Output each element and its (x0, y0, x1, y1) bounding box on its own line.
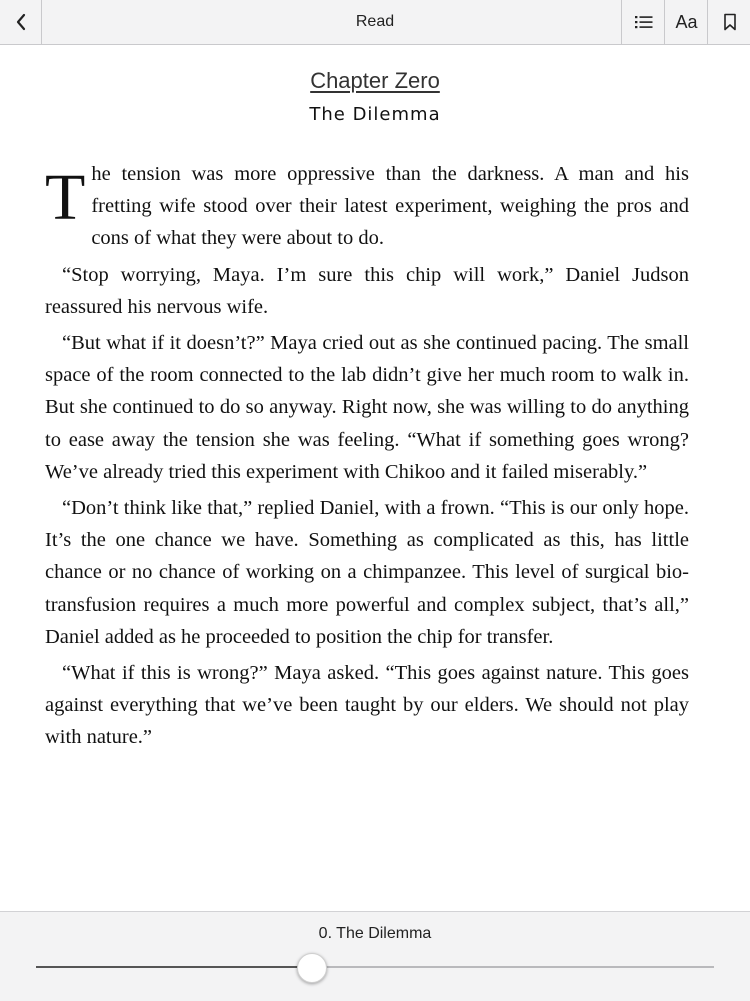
drop-cap: T (45, 161, 86, 234)
table-of-contents-button[interactable] (621, 0, 665, 44)
paragraph: “But what if it doesn’t?” Maya cried out as she continued pacing. The small space of the room connected to the lab didn’t give her much room to walk in. But she continued to do so anyway. Right now, she was willing to do anything to ease away the tension she was feeling. “What if something goes wrong? We’ve already tried this experiment with Chikoo and it failed miserably.” (45, 332, 689, 483)
paragraph (45, 158, 689, 255)
back-button[interactable] (0, 0, 42, 44)
paragraph: “What if this is wrong?” Maya asked. “This goes against nature. This goes against everything that we’ve been taught by our elders. We should not play with nature.” (45, 662, 689, 749)
paragraph: “Stop worrying, Maya. I’m sure this chip will work,” Daniel Judson reassured his nervous wife. (45, 263, 689, 318)
bookmark-button[interactable] (707, 0, 750, 44)
chapter-title: The Dilemma (309, 104, 441, 125)
top-toolbar (0, 0, 750, 45)
bottom-toolbar (0, 911, 750, 1001)
paragraph-text: he tension was more oppressive than the darkness. A man and his fretting wife stood over their latest experiment, weighing the pros and cons of what they were about to do. (91, 163, 689, 250)
chevron-left-icon (15, 13, 27, 31)
chapter-number: Chapter Zero (310, 68, 440, 93)
list-icon (634, 14, 654, 30)
bookmark-icon (723, 13, 737, 31)
current-chapter-label: 0. The Dilemma (318, 925, 432, 942)
reading-content (45, 158, 689, 758)
progress-slider-thumb[interactable] (297, 953, 327, 983)
progress-slider-track[interactable] (36, 966, 714, 968)
toolbar-title: Read (355, 13, 395, 30)
paragraph: “Don’t think like that,” replied Daniel, with a frown. “This is our only hope. It’s the one chance we have. Something as complicated as this, has little chance or no chance of working on a chimpanzee. This level of surgical bio-transfusion requires a much more powerful and complex subject, that’s all,” Daniel added as he proceeded to position the chip for transfer. (45, 497, 689, 648)
font-settings-button[interactable]: Aa (664, 0, 708, 44)
progress-slider-fill (36, 966, 311, 968)
